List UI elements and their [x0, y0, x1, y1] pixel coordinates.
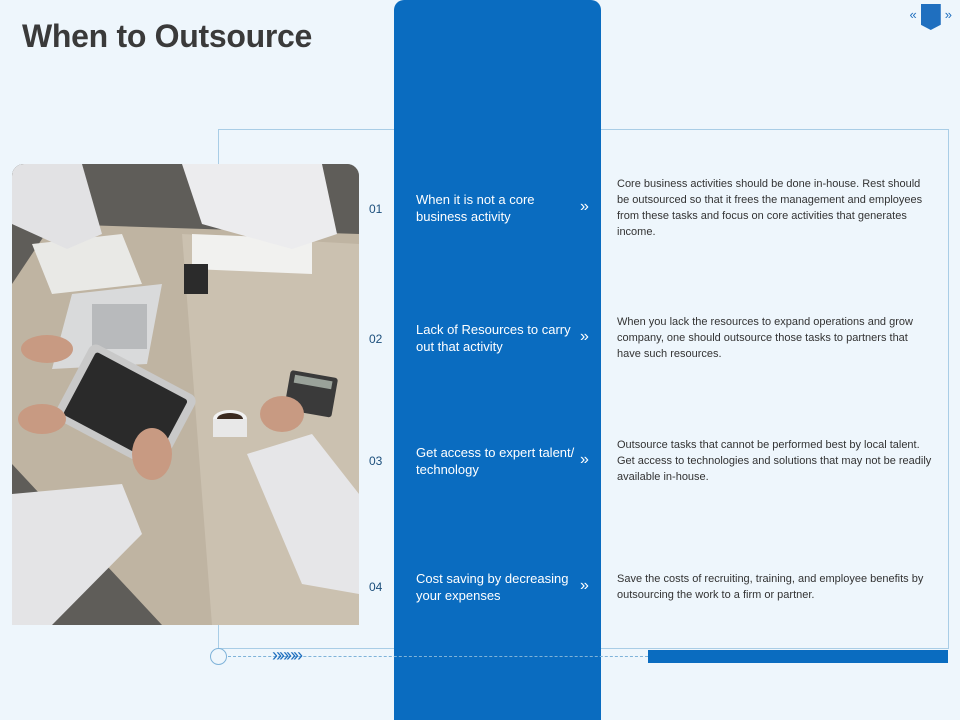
row-heading: Get access to expert talent/ technology — [416, 445, 575, 477]
prev-slide-button[interactable]: « — [909, 7, 917, 22]
chevron-right-icon: » — [580, 198, 589, 215]
chevron-right-icon: » — [580, 328, 589, 345]
row-number: 04 — [369, 580, 383, 594]
accent-bar — [648, 650, 948, 663]
row-description: When you lack the resources to expand operations and grow company, one should outsource those tasks to partners that have such resources. — [617, 316, 913, 360]
row-heading: Cost saving by decreasing your expenses — [416, 571, 569, 603]
page-title: When to Outsource — [22, 18, 313, 54]
topics-column — [394, 0, 601, 720]
row-number: 02 — [369, 332, 383, 346]
row-description: Outsource tasks that cannot be performed best by local talent. Get access to technologies and solutions that may not be readily available in-house. — [617, 439, 932, 483]
row-heading: Lack of Resources to carry out that activity — [416, 322, 571, 354]
chevron-right-icon: » — [580, 577, 589, 594]
next-slide-button[interactable]: » — [944, 7, 952, 22]
timeline-start-dot — [210, 648, 227, 665]
row-number: 01 — [369, 202, 383, 216]
row-number: 03 — [369, 454, 383, 468]
meeting-photo — [12, 164, 359, 625]
chevrons-right-icon: »»»» — [272, 645, 301, 665]
row-heading: When it is not a core business activity — [416, 192, 535, 224]
row-description: Save the costs of recruiting, training, and employee benefits by outsourcing the work to a firm or partner. — [617, 573, 924, 601]
slide-nav — [908, 4, 954, 30]
bookmark-icon — [921, 4, 941, 30]
row-description: Core business activities should be done in-house. Rest should be outsourced so that it frees the management and employees from these tasks and focus on core activities that generates income. — [617, 178, 923, 238]
chevron-right-icon: » — [580, 451, 589, 468]
